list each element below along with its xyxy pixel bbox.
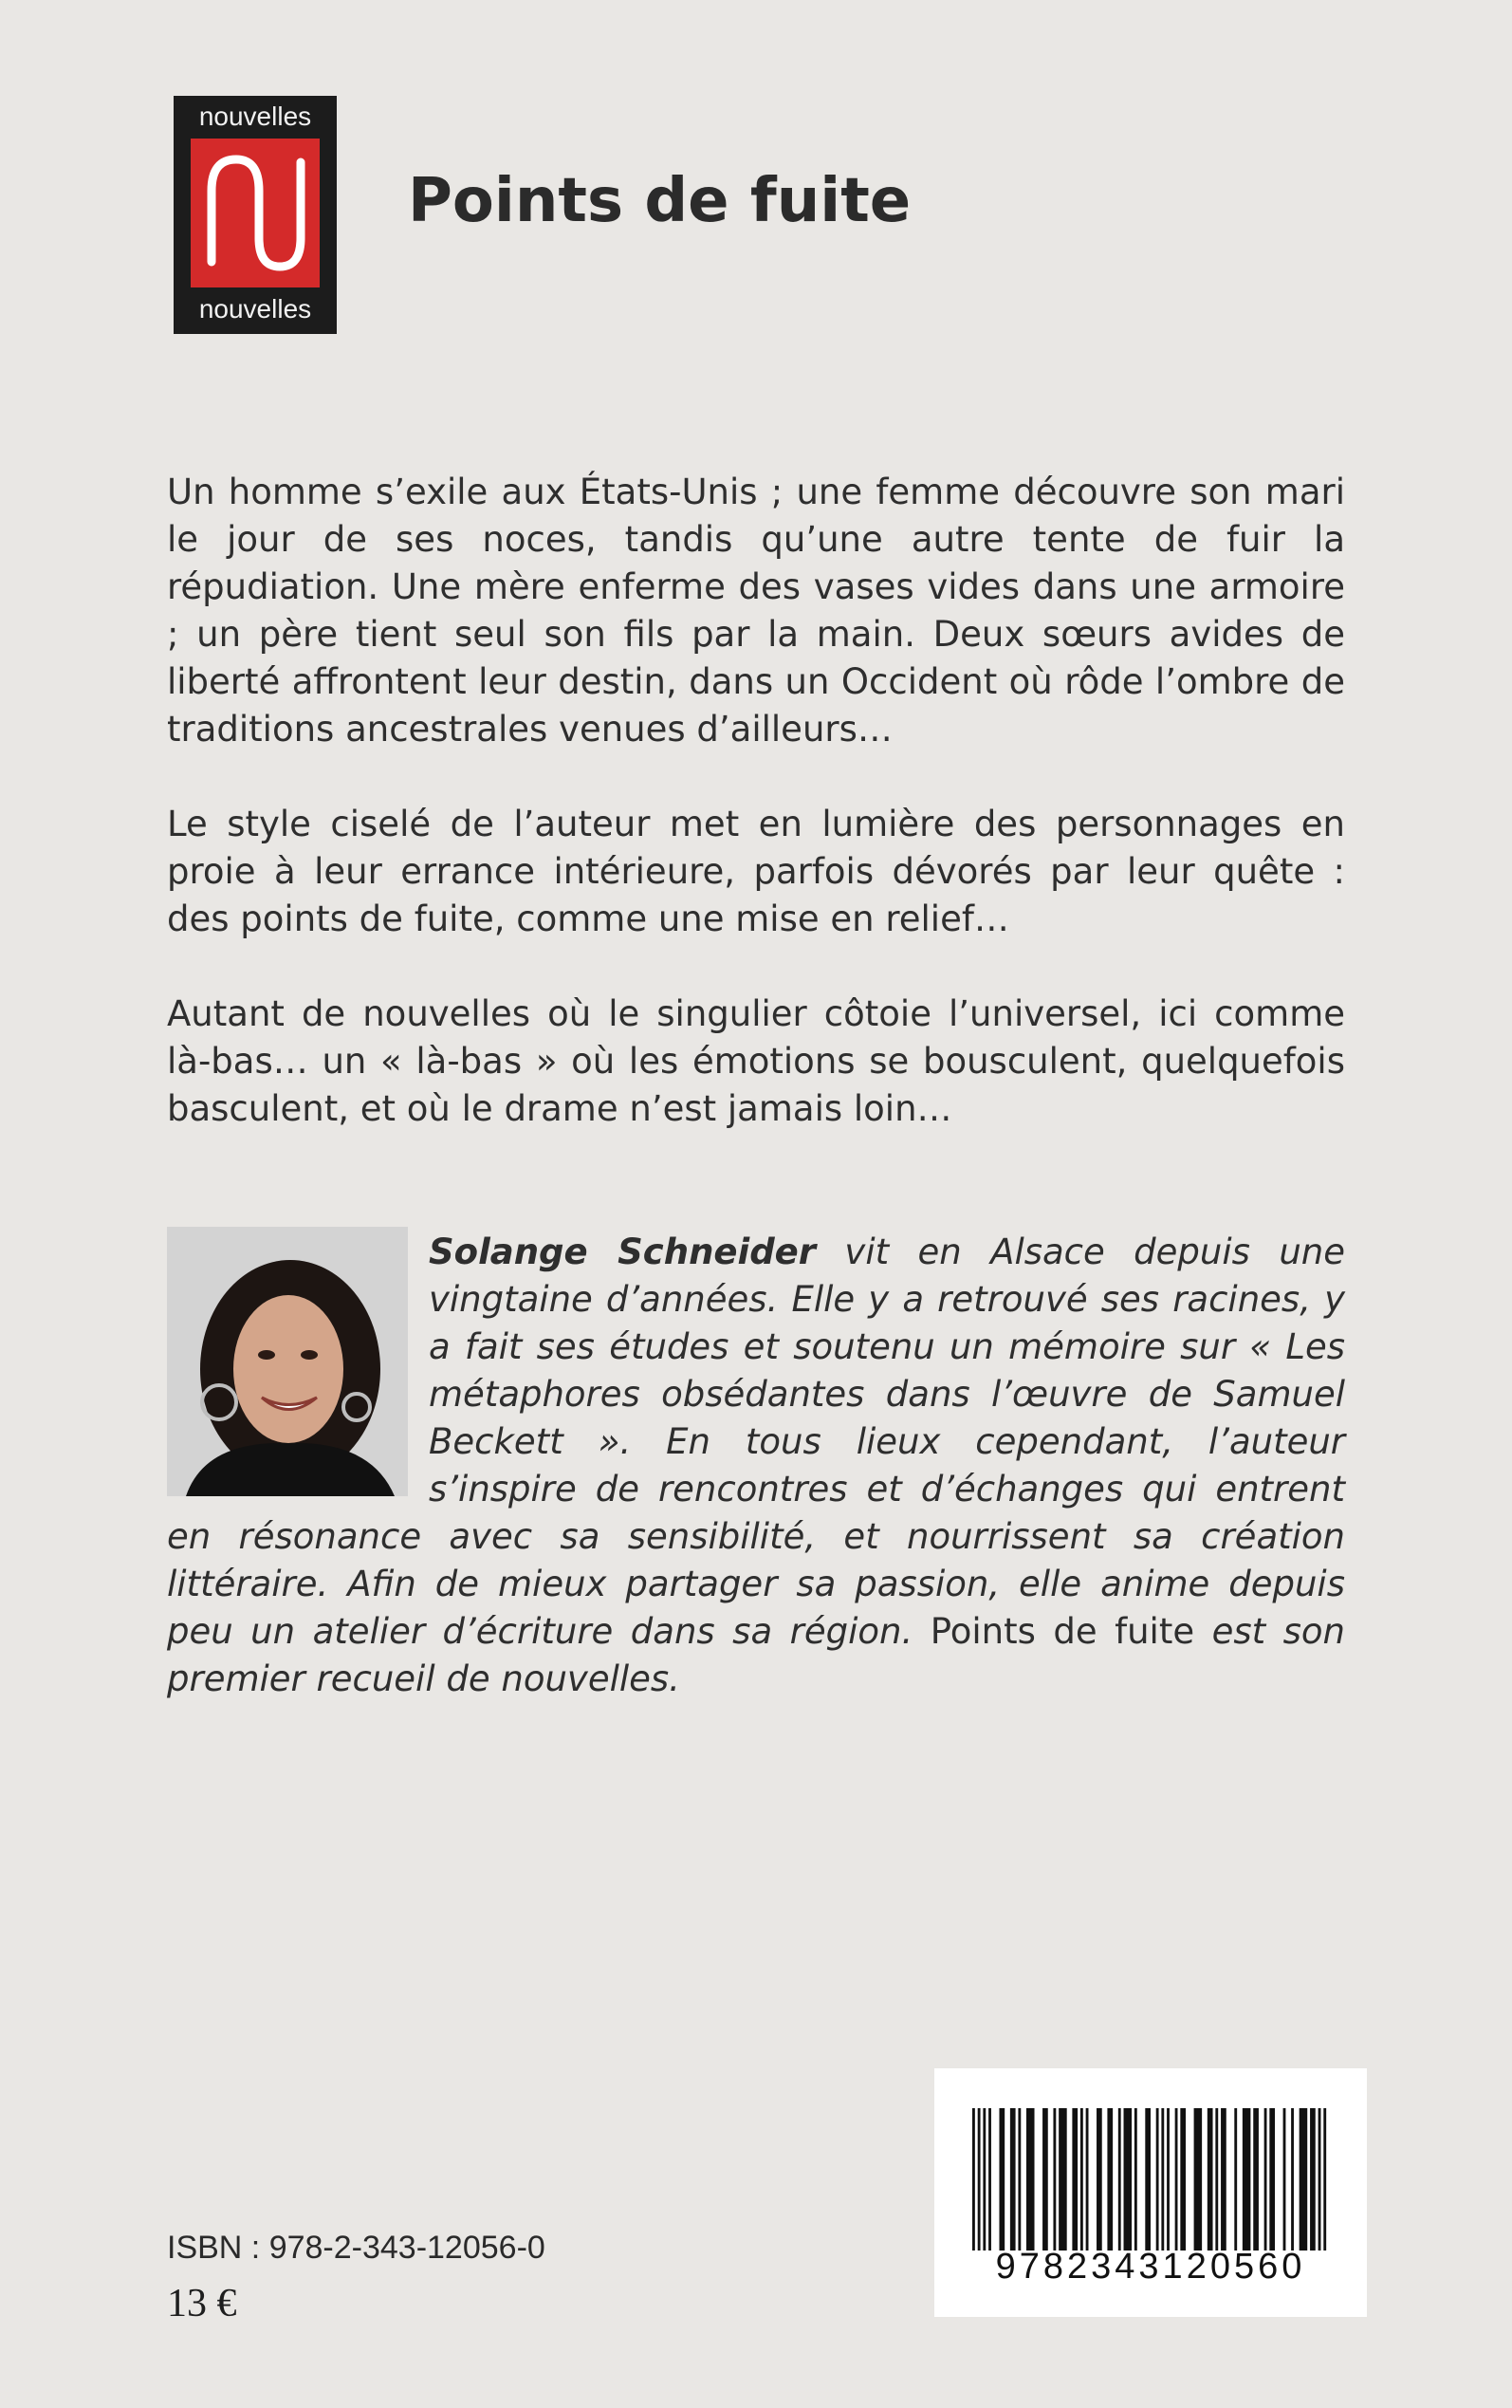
barcode-bar	[1215, 2108, 1218, 2251]
barcode-icon	[972, 2108, 1329, 2251]
barcode-bar	[1118, 2108, 1121, 2251]
barcode-bar	[1145, 2108, 1151, 2251]
barcode-bar	[1234, 2108, 1237, 2251]
barcode-bar	[1026, 2108, 1035, 2251]
nu-monogram-icon	[191, 139, 320, 287]
barcode-bar	[1194, 2108, 1203, 2251]
barcode-bar	[1175, 2108, 1178, 2251]
barcode-bar	[972, 2108, 975, 2251]
barcode-bar	[1291, 2108, 1294, 2251]
barcode-bar	[1080, 2108, 1083, 2251]
price: 13 €	[167, 2282, 237, 2325]
blurb-paragraph: Le style ciselé de l’auteur met en lumière des personnages en proie à leur errance intérieure, parfois dévorés par leur quête : des points de fuite, comme une mise en relief…	[167, 804, 1345, 939]
bio-book-title: Points de fuite	[930, 1611, 1195, 1652]
barcode-bar	[983, 2108, 986, 2251]
barcode-bar	[1300, 2108, 1308, 2251]
barcode-bar	[1042, 2108, 1048, 2251]
author-name: Solange Schneider	[429, 1232, 817, 1272]
barcode-bar	[1180, 2108, 1186, 2251]
bio-text: vit en Alsace depuis une vingtaine d’années. Elle y a retrouvé ses racines, y a fait ses études et soutenu un mémoire sur « Les métaphores obsédantes dans l’œuvre de Samuel Beckett ». En tous lieux cependant, l’auteur s’inspire de rencontres et d’échanges qui entrent en résonance avec sa sensibilité, et nourrissent sa création littéraire. Afin de mieux partager sa passion, elle anime depuis peu un atelier d’écriture dans sa région.	[167, 1232, 1345, 1652]
blurb-paragraph: Un homme s’exile aux États-Unis ; une femme découvre son mari le jour de ses noces, tandis qu’une autre tente de fuir la répudiation. Une mère enferme des vases vides dans une armoire ; un père tient seul son fils par la main. Deux sœurs avides de liberté affrontent leur destin, dans un Occident où rôde l’ombre de traditions ancestrales venues d’ailleurs…	[167, 472, 1345, 750]
photo-spacer	[167, 1229, 429, 1504]
barcode-bar	[978, 2108, 981, 2251]
barcode-bar	[1318, 2108, 1321, 2251]
barcode-bar	[1283, 2108, 1286, 2251]
barcode-bar	[1018, 2108, 1021, 2251]
barcode-bar	[1323, 2108, 1326, 2251]
barcode	[934, 2068, 1367, 2317]
barcode-bar	[1086, 2108, 1089, 2251]
barcode-bar	[1107, 2108, 1113, 2251]
barcode-bar	[1208, 2108, 1213, 2251]
blurb	[167, 469, 1345, 1180]
barcode-bar	[1161, 2108, 1164, 2251]
blurb-paragraph: Autant de nouvelles où le singulier côtoie l’universel, ici comme là-bas… un « là-bas » où les émotions se bousculent, quelquefois basculent, et où le drame n’est jamais loin…	[167, 993, 1345, 1129]
barcode-bar	[999, 2108, 1005, 2251]
barcode-bar	[1010, 2108, 1016, 2251]
bio-text-end: est son premier recueil de nouvelles.	[167, 1611, 1345, 1699]
barcode-bar	[1124, 2108, 1133, 2251]
barcode-bar	[1053, 2108, 1056, 2251]
barcode-bar	[1253, 2108, 1259, 2251]
publisher-logo	[174, 96, 337, 334]
logo-top-text: nouvelles	[198, 102, 312, 131]
barcode-bar	[1243, 2108, 1251, 2251]
barcode-bar	[1269, 2108, 1275, 2251]
barcode-bar	[1097, 2108, 1102, 2251]
barcode-bar	[1264, 2108, 1267, 2251]
barcode-bar	[1221, 2108, 1226, 2251]
author-bio	[167, 1229, 1345, 1703]
book-title: Points de fuite	[408, 166, 912, 236]
logo-bottom-text: nouvelles	[198, 294, 312, 324]
barcode-bar	[1310, 2108, 1316, 2251]
barcode-bar	[1156, 2108, 1159, 2251]
barcode-bar	[1059, 2108, 1067, 2251]
barcode-bar	[1072, 2108, 1078, 2251]
isbn: ISBN : 978-2-343-12056-0	[167, 2230, 545, 2266]
barcode-bar	[1134, 2108, 1137, 2251]
barcode-bar	[988, 2108, 991, 2251]
barcode-digits: 9782343120560	[995, 2247, 1306, 2287]
barcode-bar	[1167, 2108, 1170, 2251]
